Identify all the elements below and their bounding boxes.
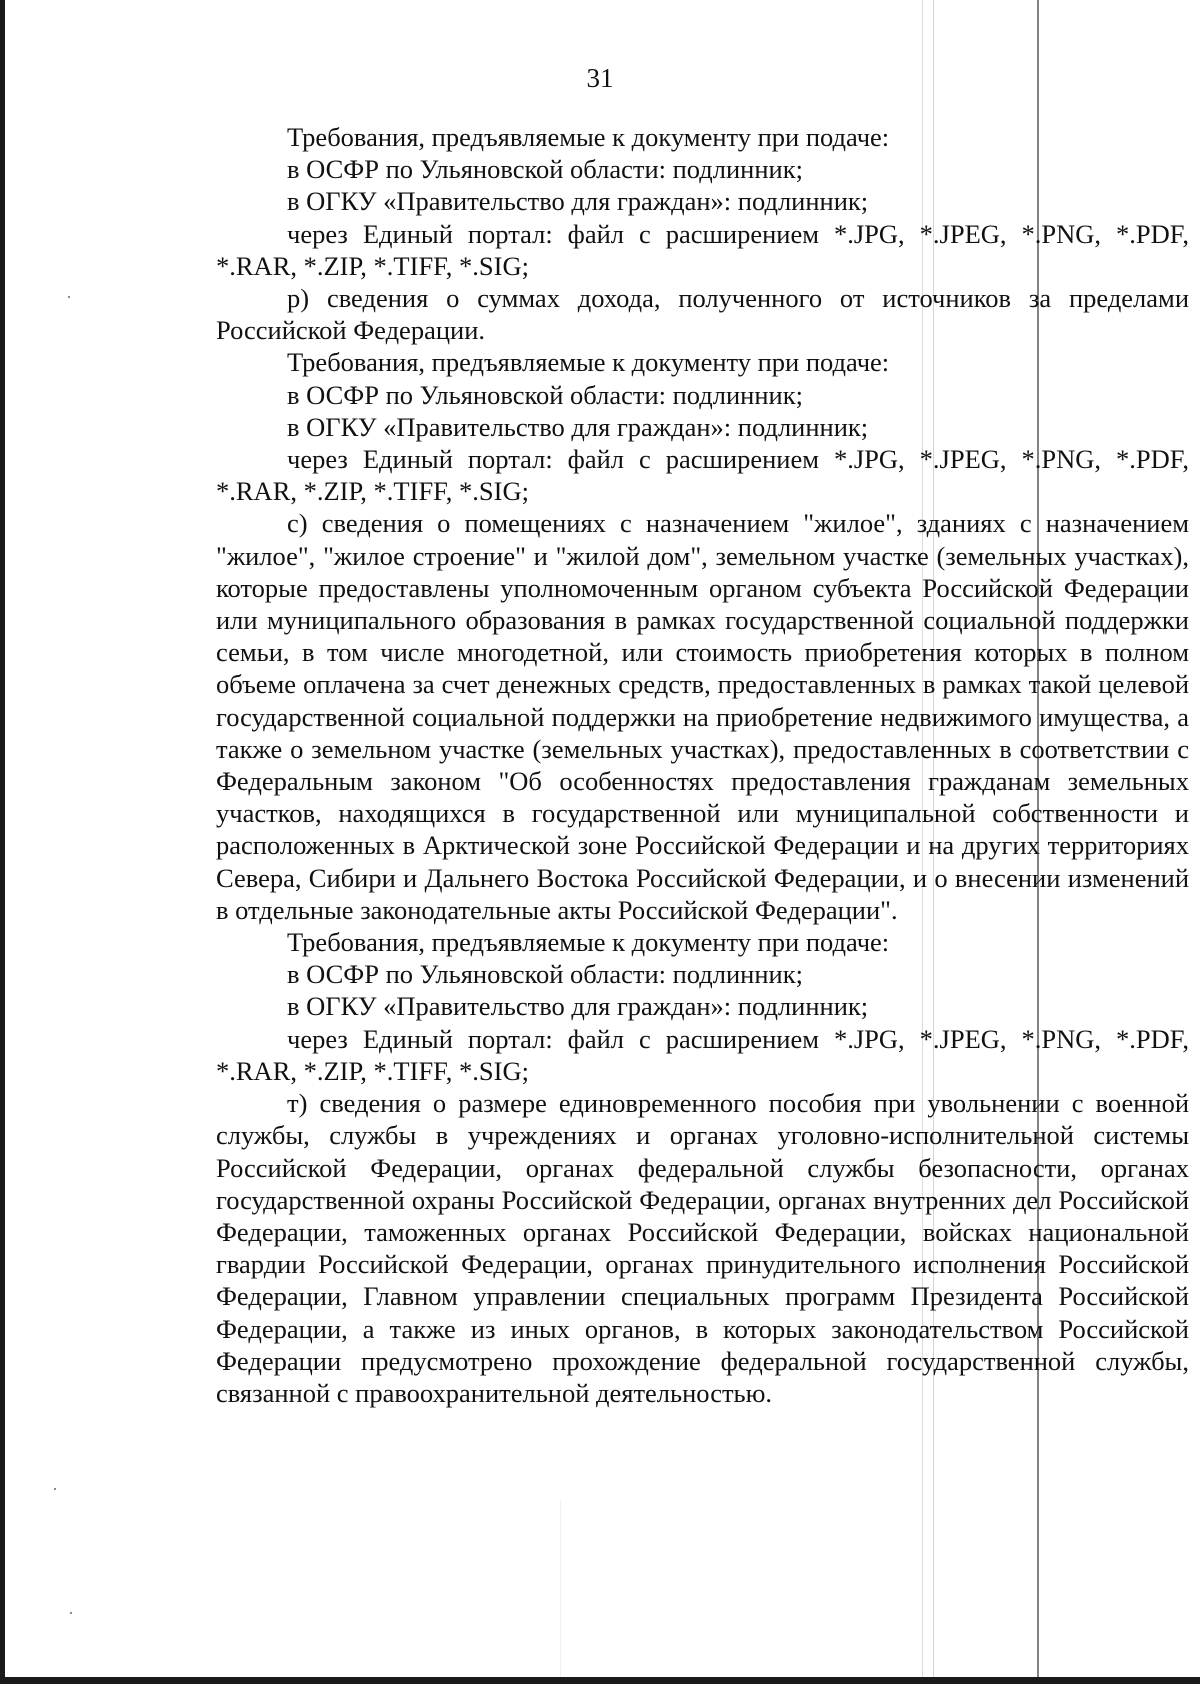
scan-speck [70, 1612, 72, 1614]
paragraph-portal-file-formats: через Единый портал: файл с расширением *.JPG, *.JPEG, *.PNG, *.PDF, *.RAR, *.ZIP, *.TIFF, *.SIG; [216, 1023, 1189, 1086]
paragraph-ogku-original: в ОГКУ «Правительство для граждан»: подлинник; [287, 991, 869, 1022]
document-body [216, 121, 1189, 1409]
paragraph-ogku-original: в ОГКУ «Правительство для граждан»: подлинник; [287, 411, 869, 442]
paragraph-requirements-heading: Требования, предъявляемые к документу при подаче: [287, 927, 890, 958]
scan-border-bottom [0, 1677, 1200, 1684]
paragraph-portal-file-formats: через Единый портал: файл с расширением *.JPG, *.JPEG, *.PNG, *.PDF, *.RAR, *.ZIP, *.TIFF, *.SIG; [216, 218, 1189, 281]
scan-artifact-line [560, 1500, 561, 1680]
scan-speck [68, 296, 70, 298]
paragraph-item-s: с) сведения о помещениях с назначением "жилое", зданиях с назначением "жилое", "жилое строение" и "жилой дом", земельном участке (земельных участках), которые предоставлены уполномоченным органом субъекта Российской Федерации или муниципального образования в рамках государственной социальной поддержки семьи, в том числе многодетной, или стоимость приобретения которых в полном объеме оплачена за счет денежных средств, предоставленных в рамках такой целевой государственной социальной поддержки на приобретение недвижимого имущества, а также о земельном участке (земельных участках), предоставленных в соответствии с Федеральным законом "Об особенностях предоставления гражданам земельных участков, находящихся в государственной или муниципальной собственности и расположенных в Арктической зоне Российской Федерации и на других территориях Севера, Сибири и Дальнего Востока Российской Федерации, и о внесении изменений в отдельные законодательные акты Российской Федерации". [216, 508, 1189, 925]
paragraph-item-r: р) сведения о суммах дохода, полученного от источников за пределами Российской Федерации. [216, 283, 1189, 346]
scan-speck [54, 1488, 56, 1490]
paragraph-portal-file-formats: через Единый портал: файл с расширением *.JPG, *.JPEG, *.PNG, *.PDF, *.RAR, *.ZIP, *.TIFF, *.SIG; [216, 444, 1189, 507]
paragraph-item-t: т) сведения о размере единовременного пособия при увольнении с военной службы, службы в учреждениях и органах уголовно-исполнительной системы Российской Федерации, органах федеральной службы безопасности, органах государственной охраны Российской Федерации, органах внутренних дел Российской Федерации, таможенных органах Российской Федерации, войсках национальной гвардии Российской Федерации, органах принудительного исполнения Российской Федерации, Главном управлении специальных программ Президента Российской Федерации, а также из иных органов, в которых законодательством Российской Федерации предусмотрено прохождение федеральной государственной службы, связанной с правоохранительной деятельностью. [216, 1088, 1189, 1408]
paragraph-osfr-original: в ОСФР по Ульяновской области: подлинник; [287, 379, 803, 410]
scan-border-left [0, 0, 5, 1682]
paragraph-osfr-original: в ОСФР по Ульяновской области: подлинник; [287, 959, 803, 990]
paragraph-requirements-heading: Требования, предъявляемые к документу при подаче: [287, 347, 890, 378]
paragraph-requirements-heading: Требования, предъявляемые к документу при подаче: [287, 122, 890, 152]
paragraph-ogku-original: в ОГКУ «Правительство для граждан»: подлинник; [287, 186, 869, 217]
paragraph-osfr-original: в ОСФР по Ульяновской области: подлинник; [287, 154, 803, 185]
page-number: 31 [586, 63, 614, 93]
